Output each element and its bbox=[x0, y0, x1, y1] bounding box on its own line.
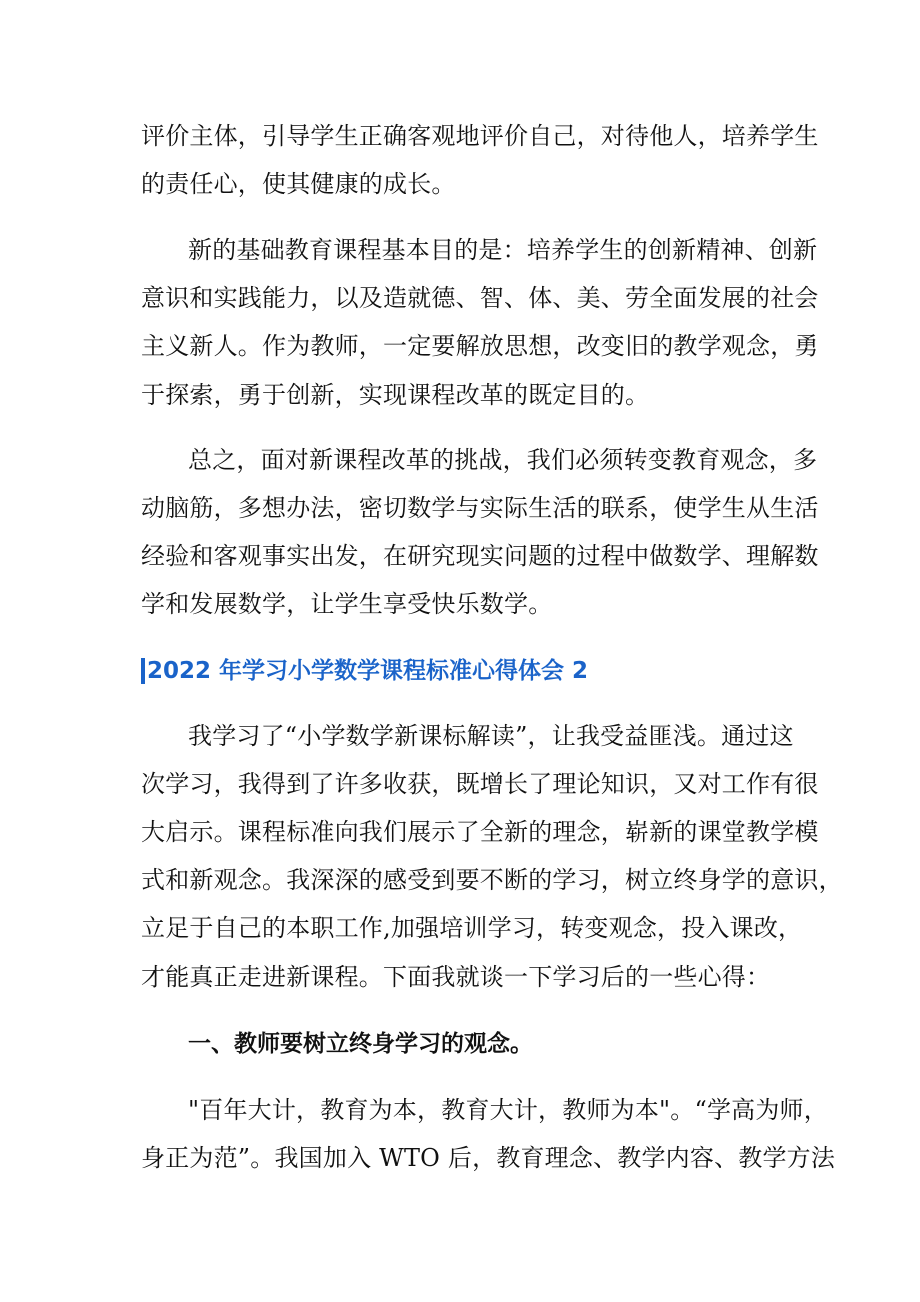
paragraph-line: 评价主体，引导学生正确客观地评价自己，对待他人，培养学生 bbox=[141, 122, 819, 150]
paragraph-line: 意识和实践能力，以及造就德、智、体、美、劳全面发展的社会 bbox=[141, 284, 819, 312]
paragraph-line: 总之，面对新课程改革的挑战，我们必须转变教育观念，多 bbox=[188, 446, 818, 474]
paragraph-line: 的责任心，使其健康的成长。 bbox=[141, 170, 456, 198]
section-heading bbox=[141, 653, 588, 689]
paragraph-line: "百年大计，教育为本，教育大计，教师为本"。“学高为师， bbox=[188, 1096, 828, 1124]
paragraph-line: 我学习了“小学数学新课标解读”，让我受益匪浅。通过这 bbox=[188, 722, 794, 750]
paragraph-line: 立足于自己的本职工作,加强培训学习，转变观念，投入课改， bbox=[141, 914, 803, 942]
section-heading-text: 2022 年学习小学数学课程标准心得体会 2 bbox=[147, 658, 589, 684]
subheading: 一、教师要树立终身学习的观念。 bbox=[188, 1031, 533, 1057]
paragraph-line: 于探索，勇于创新，实现课程改革的既定目的。 bbox=[141, 381, 650, 409]
paragraph-line: 大启示。课程标准向我们展示了全新的理念，崭新的课堂教学模 bbox=[141, 818, 819, 846]
paragraph-line: 动脑筋，多想办法，密切数学与实际生活的联系，使学生从生活 bbox=[141, 494, 819, 522]
paragraph-line: 身正为范”。我国加入 WTO 后，教育理念、教学内容、教学方法 bbox=[141, 1144, 836, 1172]
heading-marker bbox=[141, 658, 145, 684]
paragraph-line: 经验和客观事实出发，在研究现实问题的过程中做数学、理解数 bbox=[141, 542, 819, 570]
paragraph-line: 次学习，我得到了许多收获，既增长了理论知识，又对工作有很 bbox=[141, 770, 819, 798]
paragraph-line: 才能真正走进新课程。下面我就谈一下学习后的一些心得： bbox=[141, 963, 771, 991]
paragraph-line: 主义新人。作为教师，一定要解放思想，改变旧的教学观念，勇 bbox=[141, 332, 819, 360]
paragraph-line: 式和新观念。我深深的感受到要不断的学习，树立终身学的意识， bbox=[141, 866, 843, 894]
paragraph-line: 学和发展数学，让学生享受快乐数学。 bbox=[141, 590, 553, 618]
paragraph-line: 新的基础教育课程基本目的是：培养学生的创新精神、创新 bbox=[188, 236, 818, 264]
